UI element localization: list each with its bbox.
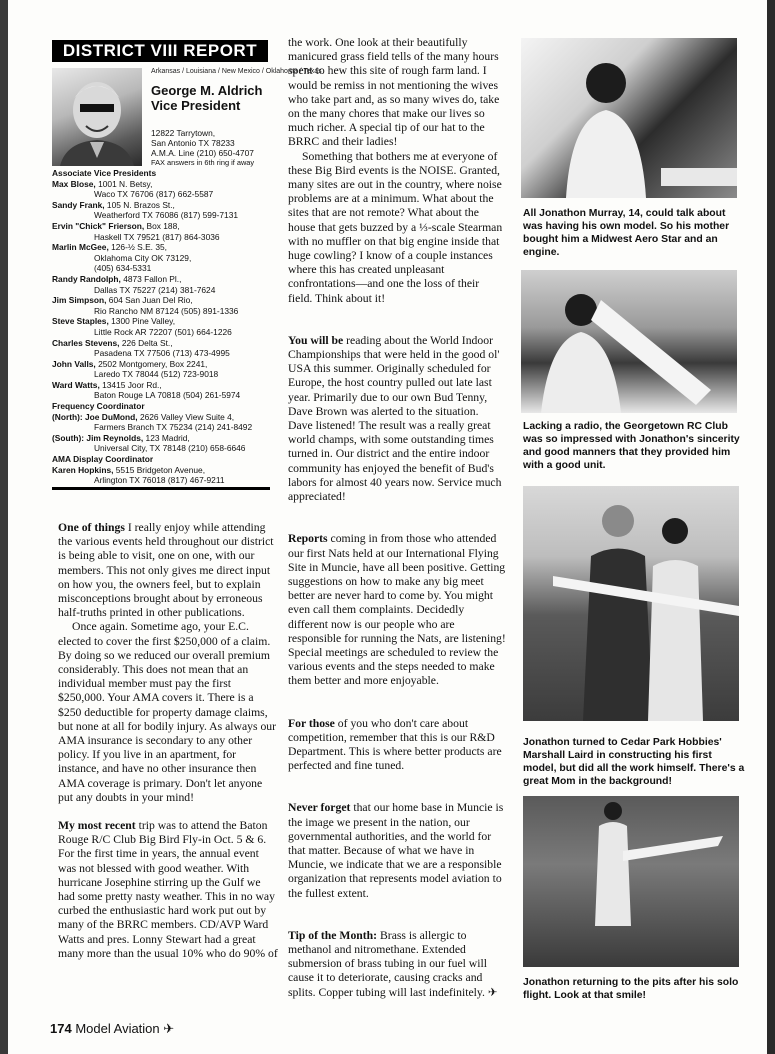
- photo-caption: All Jonathon Murray, 14, could talk about was having his own model. So his mother bought him a Midwest Aero Star and an engine.: [523, 208, 730, 258]
- contact-entry: [52, 221, 282, 232]
- paragraph-lead: My most recent: [58, 819, 136, 833]
- contact-entry: [52, 179, 282, 190]
- contact-line: 13415 Joor Rd.,: [102, 379, 162, 390]
- paragraph-lead: You will be: [288, 333, 344, 347]
- paragraph-lead: For those: [288, 716, 335, 730]
- contact-line: 2626 Valley View Suite 4,: [139, 411, 235, 422]
- contact-line: Little Rock AR 72207 (501) 664-1226: [94, 326, 232, 337]
- paragraph: [58, 819, 278, 961]
- paragraph-text: coming in from those who attended our first Nats held at our International Flying Site in Muncie, have all been positive. Getting suggestions on how to make any big meet better are never hard to come by. You might even call them complaints. Decidedly different now is our people who are responsible for running the Nats, are listening! Special meetings are scheduled to review the various events and the steps needed to make them better and more enjoyable.: [288, 532, 506, 688]
- contact-entry: [52, 412, 282, 423]
- paragraph-text: of you who don't care about competition, remember that this is our R&D Department. This is where better products are perfected and fine tuned.: [288, 716, 502, 773]
- vp-portrait-photo: [52, 68, 142, 166]
- contact-name: John Valls,: [52, 358, 96, 369]
- contact-line: 105 N. Brazos St.,: [106, 199, 175, 210]
- section-header: DISTRICT VIII REPORT: [52, 40, 268, 62]
- freq-coordinator-heading: Frequency Coordinator: [52, 401, 145, 412]
- contact-directory: [52, 168, 282, 486]
- contact-line: 4873 Fallon Pl.,: [123, 273, 182, 284]
- scan-edge: [767, 0, 775, 1054]
- contact-line: 2502 Montgomery, Box 2241,: [98, 358, 208, 369]
- photo-boy-with-mentor: [523, 486, 739, 721]
- contact-line: Haskell TX 79521 (817) 864-3036: [94, 231, 220, 242]
- contact-entry: [52, 242, 282, 253]
- contact-entry: [52, 316, 282, 327]
- contact-line: Laredo TX 78044 (512) 723-9018: [94, 369, 219, 380]
- vp-address-line: A.M.A. Line (210) 650-4707: [151, 148, 254, 158]
- contact-line: (405) 634-5331: [94, 263, 152, 274]
- paragraph: [288, 801, 506, 900]
- photo-boy-with-engine: [521, 38, 737, 198]
- photo-boy-with-model: [521, 270, 737, 413]
- vp-address-line: FAX answers in 6th ring if away: [151, 158, 255, 167]
- contact-entry: [52, 465, 282, 476]
- paragraph: Something that bothers me at everyone of these Big Bird events is the NOISE. Granted, many sites are out in the country, where noise problems are at a minimum. What about the sites that are not remote? What about the house that gets buzzed by a ⅓-scale Stearman with no muffler on that big engine inside that huge cowling? I know of a couple instances where this has created unpleasant confrontations—and one the loss of their field. Think about it!: [288, 149, 503, 305]
- contact-line: Dallas TX 75227 (214) 381-7624: [94, 284, 216, 295]
- photo-illustration: [521, 38, 737, 198]
- paragraph-lead: One of things: [58, 521, 125, 534]
- contact-entry: [52, 433, 282, 444]
- contact-name: (South): Jim Reynolds,: [52, 432, 144, 443]
- paragraph: [288, 532, 506, 688]
- contact-line: Oklahoma City OK 73129,: [94, 252, 192, 263]
- contact-line: Pasadena TX 77506 (713) 473-4995: [94, 348, 230, 359]
- contact-name: Marlin McGee,: [52, 242, 109, 253]
- paragraph: the work. One look at their beautifully manicured grass field tells of the many hours spent to hew this site of rough farm land. I would be remiss in not mentioning the wives who take part and, as so many wives do, take on the many chores that make our lives so much richer. A special tip of our hat to the BRRC and their ladies!: [288, 36, 500, 149]
- contact-entry: [52, 380, 282, 391]
- photo-illustration: [521, 270, 737, 413]
- contact-name: Max Blose,: [52, 178, 96, 189]
- district-states: Arkansas / Louisiana / New Mexico / Oklahoma / Texas: [151, 68, 322, 75]
- plane-icon: ✈: [163, 1021, 175, 1036]
- paragraph: [288, 929, 506, 1000]
- page-number: 174: [50, 1021, 72, 1036]
- contact-name: Ward Watts,: [52, 379, 100, 390]
- portrait-illustration: [52, 68, 142, 166]
- contact-line: Weatherford TX 76086 (817) 599-7131: [94, 210, 239, 221]
- contact-line: Universal City, TX 78148 (210) 658-6646: [94, 443, 246, 454]
- divider-rule: [52, 487, 270, 490]
- paragraph: [288, 717, 506, 774]
- paragraph-lead: Tip of the Month:: [288, 928, 378, 942]
- vp-address-line: 12822 Tarrytown,: [151, 128, 216, 138]
- display-coordinator-heading: AMA Display Coordinator: [52, 454, 154, 465]
- contact-name: Steve Staples,: [52, 316, 109, 327]
- vp-address: [151, 128, 254, 168]
- paragraph-text: trip was to attend the Baton Rouge R/C Club Big Bird Fly-in Oct. 5 & 6. For the first time in years, the annual event was not blessed with good weather. With hurricane Josephine stirring up the Gulf we had some pretty nasty weather. This in no way curbed the enthusiastic hard work put out by many of the BRRC members. CD/AVP Ward Watts and pres. Lonny Stewart had a great many more than the usual 10% who do 90% of: [58, 819, 278, 960]
- photo-caption: Jonathon turned to Cedar Park Hobbies' Marshall Laird in constructing his first model, but did all the work himself. There's a great Mom in the background!: [523, 737, 745, 787]
- contact-line: 1300 Pine Valley,: [111, 316, 176, 327]
- paragraph-text: Brass is allergic to methanol and nitromethane. Extended submersion of brass tubing in our fuel will cause it to deteriorate, causing cracks and splits. Copper tubing will last indefinitely. ✈: [288, 928, 498, 999]
- contact-line: Waco TX 76706 (817) 662-5587: [94, 189, 214, 200]
- contact-entry: [52, 274, 282, 285]
- vp-name: George M. Aldrich: [151, 83, 263, 98]
- contact-name: (North): Joe DuMond,: [52, 411, 138, 422]
- contact-line: Rio Rancho NM 87124 (505) 891-1336: [94, 305, 239, 316]
- contact-name: Jim Simpson,: [52, 295, 107, 306]
- photo-caption: Lacking a radio, the Georgetown RC Club was so impressed with Jonathon's sincerity and good manners that they provided him with a good unit.: [523, 421, 740, 471]
- contact-entry: [52, 359, 282, 370]
- contact-name: Ervin "Chick" Frierson,: [52, 220, 145, 231]
- contact-entry: [52, 338, 282, 349]
- contact-line: 5515 Bridgeton Avenue,: [115, 464, 206, 475]
- contact-line: Box 188,: [146, 220, 180, 231]
- contact-name: Karen Hopkins,: [52, 464, 114, 475]
- contact-name: Randy Randolph,: [52, 273, 121, 284]
- assoc-vp-heading: Associate Vice Presidents: [52, 168, 157, 178]
- paragraph: Once again. Sometime ago, your E.C. elected to cover the first $250,000 of a claim. By doing so we reduced our overall premium considerably. This does not mean that an individual member must pay the first $250,000. Your AMA covers it. There is a $250 deductible for property damage claims, but none at all for bodily injury. As always our AMA insurance is secondary to any other policy. If you live in an apartment, for instance, and have no other insurance then AMA coverage is primary. Don't let anyone put any doubts in your mind!: [58, 620, 277, 804]
- photo-illustration: [523, 796, 739, 967]
- paragraph-text: reading about the World Indoor Championships that were held in the good ol' USA this summer. Originally scheduled for Europe, the host country pulled out late last year. Primarily due to our own Bud Tenny, Dave Brown was alerted to the situation. Dave listened! The result was a really great world champs, with some outstanding times turned in. Our district and the entire indoor community has enjoyed the benefit of Bud's labors for almost 40 years now. Service much appreciated!: [288, 333, 502, 504]
- contact-entry: [52, 200, 282, 211]
- contact-line: Farmers Branch TX 75234 (214) 241-8492: [94, 422, 253, 433]
- paragraph-text: that our home base in Muncie is the image we present in the nation, our governmental authorities, and the world for that matter. Because of what we have in Muncie, we indicate that we are a responsible organization that represents model aviation to the fullest extent.: [288, 801, 504, 900]
- paragraph-lead: Reports: [288, 532, 328, 546]
- contact-entry: [52, 295, 282, 306]
- contact-line: 604 San Juan Del Rio,: [108, 295, 193, 306]
- magazine-name: Model Aviation: [75, 1021, 160, 1036]
- contact-name: Charles Stevens,: [52, 337, 120, 348]
- paragraph: [58, 521, 278, 620]
- article-column-1: [58, 521, 278, 975]
- contact-line: 226 Delta St.,: [121, 337, 173, 348]
- contact-line: Baton Rouge LA 70818 (504) 261-5974: [94, 390, 241, 401]
- paragraph-text: I really enjoy while attending the various events held throughout our district is being able to visit, one on one, with our members. This not only gives me direct input on how you, the owners feel, but to explain misconceptions brought about by erroneous half-truths printed in other publications.: [58, 521, 274, 620]
- article-column-2: [288, 36, 506, 1014]
- photo-caption: Jonathon returning to the pits after his solo flight. Look at that smile!: [523, 977, 739, 1001]
- vp-address-line: San Antonio TX 78233: [151, 138, 235, 148]
- contact-line: 123 Madrid,: [145, 432, 190, 443]
- contact-line: 1001 N. Betsy,: [98, 178, 153, 189]
- paragraph: [288, 334, 506, 504]
- page-footer: [50, 1021, 174, 1037]
- contact-line: Arlington TX 76018 (817) 467-9211: [94, 475, 225, 486]
- paragraph-lead: Never forget: [288, 801, 351, 815]
- contact-name: Sandy Frank,: [52, 199, 105, 210]
- contact-line: 126-½ S.E. 35,: [111, 242, 167, 253]
- photo-illustration: [523, 486, 739, 721]
- vp-title: Vice President: [151, 98, 241, 113]
- magazine-page: [8, 0, 767, 1054]
- photo-boy-returning: [523, 796, 739, 967]
